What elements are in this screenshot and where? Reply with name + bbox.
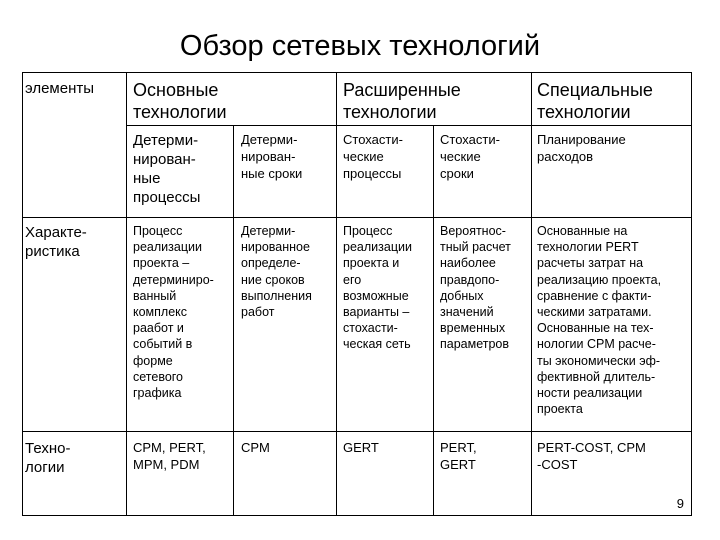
header-basic-technologies: Основные технологии [133, 80, 227, 122]
characteristic-cost-planning: Основанные на технологии PERT расчеты затрат на реализацию проекта, сравнение с факти- ческими затратами. Основанные на тех- нологии CPM расче- ты экономически эф- фективной длитель- ности реализации проекта [537, 224, 662, 417]
technologies-det-deadlines: CPM [241, 440, 270, 455]
technologies-det-processes: CPM, PERT, MPM, PDM [133, 440, 206, 472]
header-extended-technologies: Расширенные технологии [343, 80, 461, 122]
row-label-characteristic: Характе- ристика [25, 224, 87, 260]
characteristic-det-deadlines: Детерми- нированное определе- ние сроков выполнения работ [241, 224, 312, 320]
table-divider [336, 73, 337, 515]
table-divider [23, 217, 691, 218]
characteristic-stoch-processes: Процесс реализации проекта и его возможные варианты – стохасти- ческая сеть [343, 224, 412, 352]
slide-title: Обзор сетевых технологий [179, 30, 541, 62]
subheader-det-processes: Детерми- нирован- ные процессы [133, 132, 201, 206]
table-divider [531, 73, 532, 515]
technologies-cost-planning: PERT-COST, CPM -COST [537, 440, 646, 472]
header-elements: элементы [25, 80, 95, 97]
page-number: 9 [676, 496, 684, 511]
comparison-table [22, 72, 692, 516]
header-special-technologies: Специальные технологии [537, 80, 653, 122]
characteristic-det-processes: Процесс реализации проекта – детерминиро- ванный комплекс раабот и событий в форме сетевого графика [133, 224, 214, 401]
table-divider [233, 125, 234, 515]
technologies-stoch-deadlines: PERT, GERT [440, 440, 477, 472]
table-divider [433, 125, 434, 515]
technologies-stoch-processes: GERT [343, 440, 379, 455]
characteristic-stoch-deadlines: Вероятнос- тный расчет наиболее правдопо- добных значений временных параметров [440, 224, 511, 352]
table-divider [23, 431, 691, 432]
subheader-stoch-deadlines: Стохасти- ческие сроки [440, 132, 500, 181]
table-divider [126, 125, 691, 126]
row-label-technologies: Техно- логии [25, 440, 71, 476]
subheader-stoch-processes: Стохасти- ческие процессы [343, 132, 403, 181]
table-divider [126, 73, 127, 515]
subheader-det-deadlines: Детерми- нирован- ные сроки [241, 132, 303, 181]
subheader-cost-planning: Планирование расходов [537, 132, 626, 164]
